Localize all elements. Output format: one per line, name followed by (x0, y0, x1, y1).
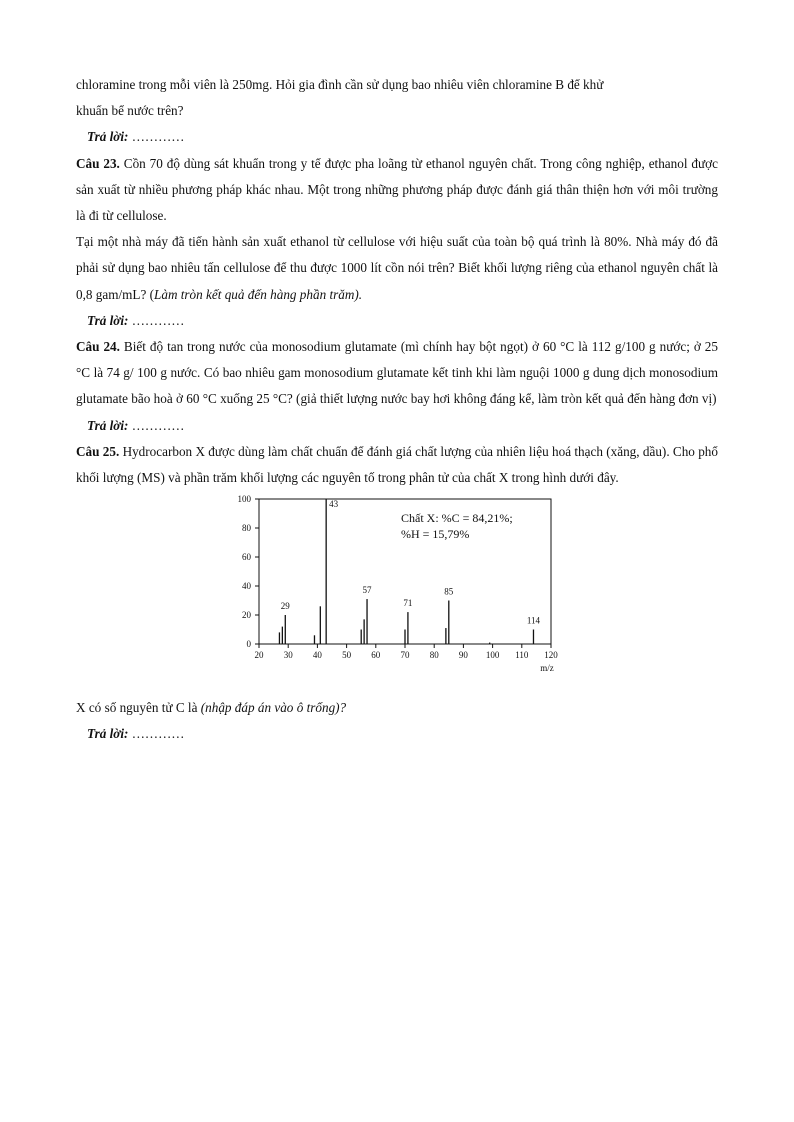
x-tick-label: 20 (254, 650, 264, 661)
peak-label: 85 (444, 586, 454, 597)
y-tick-label: 60 (242, 552, 251, 563)
q24-label: Câu 24. (76, 339, 120, 355)
y-tick-label: 20 (242, 610, 251, 621)
q25-question-line (76, 695, 718, 721)
answer-label: Trả lời: (87, 312, 129, 328)
x-tick-label: 80 (429, 650, 439, 661)
x-tick-label: 110 (515, 650, 529, 661)
q23-text-1: Cồn 70 độ dùng sát khuẩn trong y tế được pha loãng từ ethanol nguyên chất. Trong công nghiệp, ethanol được sản xuất từ nhiều phương pháp khác nhau. Một trong những phương pháp được đánh giá thân thiện hơn với môi trường là đi từ cellulose. (76, 155, 718, 224)
x-tick-label: 60 (371, 650, 381, 661)
x-tick-label: 90 (458, 650, 468, 661)
q25-label: Câu 25. (76, 443, 120, 459)
q23-note: Làm tròn kết quả đến hàng phần trăm). (154, 286, 363, 302)
document-page (76, 72, 718, 748)
q25-paragraph (76, 439, 718, 491)
answer-blank[interactable]: ………… (128, 312, 185, 328)
q22-answer (76, 124, 718, 150)
peak-label: 114 (526, 615, 541, 626)
y-tick-label: 100 (237, 495, 251, 505)
answer-label: Trả lời: (87, 129, 129, 145)
peak-label: 29 (280, 601, 290, 612)
answer-blank[interactable]: ………… (128, 726, 185, 742)
answer-blank[interactable]: ………… (128, 129, 185, 145)
peak-label: 71 (403, 598, 413, 609)
q23-paragraph-2 (76, 229, 718, 308)
peak-label: 43 (329, 499, 339, 510)
q25-after-note: (nhập đáp án vào ô trống)? (200, 700, 347, 716)
answer-label: Trả lời: (87, 726, 129, 742)
q23-paragraph-1 (76, 151, 718, 230)
answer-blank[interactable]: ………… (128, 417, 185, 433)
q24-text: Biết độ tan trong nước của monosodium glutamate (mì chính hay bột ngọt) ở 60 °C là 112 g/100 g nước; ở 25 °C là 74 g/ 100 g nước. Có bao nhiêu gam monosodium glutamate kết tinh khi làm nguội 1000 g dung dịch monosodium glutamate bão hoà ở 60 °C xuống 25 °C? (giả thiết lượng nước bay hơi không đáng kể, làm tròn kết quả đến hàng đơn vị) (76, 339, 718, 407)
x-axis-label: m/z (540, 663, 554, 674)
mass-spectrum-figure (76, 495, 718, 695)
q25-answer (76, 721, 718, 747)
q24-answer (76, 413, 718, 439)
x-tick-label: 100 (485, 650, 500, 661)
q23-label: Câu 23. (76, 155, 120, 171)
q23-text-2: Tại một nhà máy đã tiến hành sản xuất ethanol từ cellulose với hiệu suất của toàn bộ quá trình là 80%. Nhà máy đó đã phải sử dụng bao nhiêu tấn cellulose để thu được 1000 lít cồn nói trên? Biết khối lượng riêng của ethanol nguyên chất là 0,8 gam/mL? ( (76, 234, 718, 302)
peak-label: 57 (362, 585, 372, 596)
q25-after-text: X có số nguyên tử C là (76, 700, 201, 716)
x-tick-label: 40 (312, 650, 322, 661)
q22-line-1: chloramine trong mỗi viên là 250mg. Hỏi gia đình cần sử dụng bao nhiêu viên chloramine B để khử (76, 77, 604, 92)
q22-line-2: khuẩn bể nước trên? (76, 103, 184, 119)
y-tick-label: 80 (242, 523, 251, 534)
x-tick-label: 70 (400, 650, 410, 661)
y-tick-label: 40 (242, 581, 251, 592)
mass-spectrum-chart (76, 495, 718, 695)
y-tick-label: 0 (246, 639, 251, 650)
q23-answer (76, 308, 718, 334)
answer-label: Trả lời: (87, 417, 129, 433)
composition-line-1: Chất X: %C = 84,21%; (401, 511, 513, 526)
q25-text: Hydrocarbon X được dùng làm chất chuẩn để đánh giá chất lượng của nhiên liệu hoá thạch (xăng, dầu). Cho phổ khối lượng (MS) và phần trăm khối lượng các nguyên tố trong phân tử của chất X trong hình dưới đây. (76, 443, 718, 486)
x-tick-label: 30 (283, 650, 293, 661)
q24-paragraph (76, 334, 718, 413)
x-tick-label: 50 (342, 650, 352, 661)
composition-line-2: %H = 15,79% (401, 527, 470, 542)
x-tick-label: 120 (544, 650, 558, 661)
